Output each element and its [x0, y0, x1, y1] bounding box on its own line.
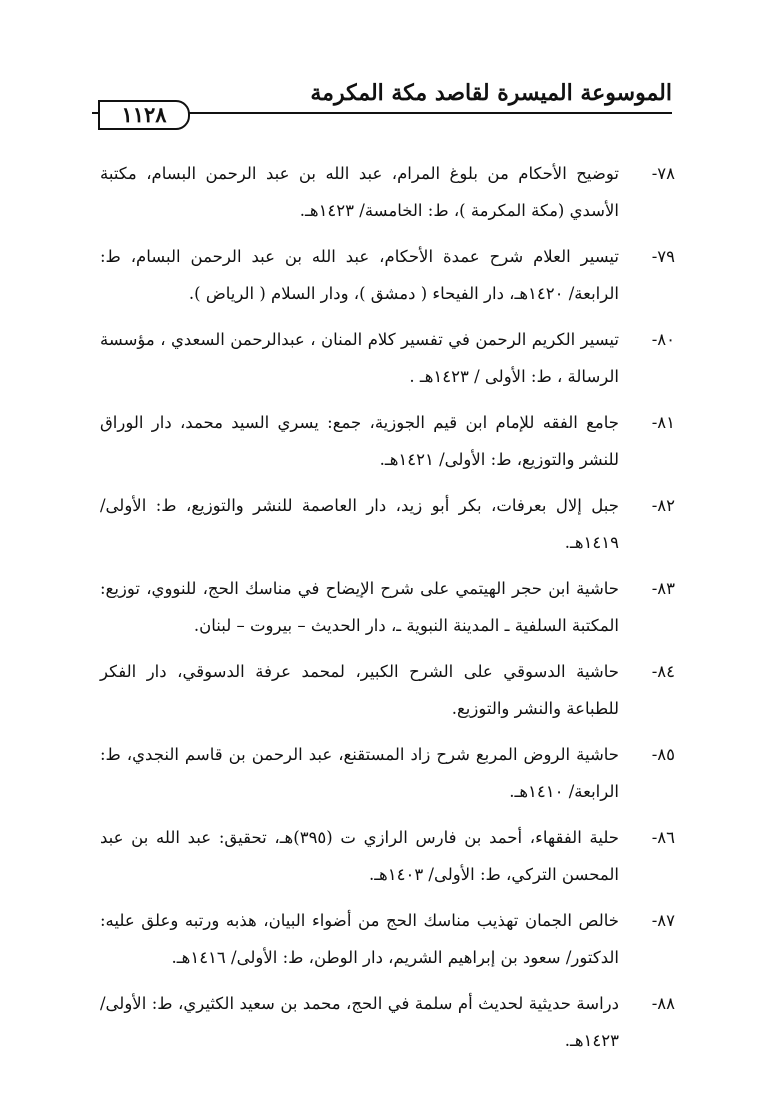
entry-number: ٧٩- [651, 247, 675, 266]
page-header [92, 78, 672, 128]
entry-text: حاشية ابن حجر الهيتمي على شرح الإيضاح في مناسك الحج، للنووي، توزيع: المكتبة السلفية ـ المدينة النبوية ـ، دار الحديث – بيروت – لبنان. [100, 579, 619, 635]
bibliography-entry-80 [100, 321, 675, 395]
entry-number: ٨٦- [651, 828, 675, 847]
entry-number: ٨٢- [651, 496, 675, 515]
entry-text: دراسة حديثية لحديث أم سلمة في الحج، محمد بن سعيد الكثيري، ط: الأولى/ ١٤٢٣هـ. [100, 994, 619, 1050]
bibliography-entry-79 [100, 238, 675, 312]
bibliography-entry-83 [100, 570, 675, 644]
entry-text: جامع الفقه للإمام ابن قيم الجوزية، جمع: يسري السيد محمد، دار الوراق للنشر والتوزيع، ط: الأولى/ ١٤٢١هـ. [100, 413, 619, 469]
entry-number: ٨٥- [651, 745, 675, 764]
entry-text: حاشية الروض المربع شرح زاد المستقنع، عبد الرحمن بن قاسم النجدي، ط: الرابعة/ ١٤١٠هـ. [100, 745, 619, 801]
entry-number: ٨٣- [651, 579, 675, 598]
entry-number: ٨٨- [651, 994, 675, 1013]
entry-number: ٨٤- [651, 662, 675, 681]
entry-text: تيسير العلام شرح عمدة الأحكام، عبد الله بن عبد الرحمن البسام، ط: الرابعة/ ١٤٢٠هـ، دار الفيحاء ( دمشق )، ودار السلام ( الرياض ). [100, 247, 619, 303]
entry-number: ٨٠- [651, 330, 675, 349]
bibliography-list [100, 155, 675, 1068]
bibliography-entry-81 [100, 404, 675, 478]
entry-text: حاشية الدسوقي على الشرح الكبير، لمحمد عرفة الدسوقي، دار الفكر للطباعة والنشر والتوزيع. [100, 662, 619, 718]
running-title: الموسوعة الميسرة لقاصد مكة المكرمة [310, 80, 672, 106]
bibliography-entry-84 [100, 653, 675, 727]
bibliography-entry-82 [100, 487, 675, 561]
page-number: ١١٢٨ [98, 100, 190, 130]
entry-number: ٨١- [651, 413, 675, 432]
entry-number: ٧٨- [651, 164, 675, 183]
bibliography-entry-85 [100, 736, 675, 810]
entry-text: جبل إلال بعرفات، بكر أبو زيد، دار العاصمة للنشر والتوزيع، ط: الأولى/ ١٤١٩هـ. [100, 496, 619, 552]
bibliography-entry-78 [100, 155, 675, 229]
entry-number: ٨٧- [651, 911, 675, 930]
bibliography-entry-87 [100, 902, 675, 976]
entry-text: توضيح الأحكام من بلوغ المرام، عبد الله بن عبد الرحمن البسام، مكتبة الأسدي (مكة المكرمة )، ط: الخامسة/ ١٤٢٣هـ. [100, 164, 619, 220]
bibliography-entry-86 [100, 819, 675, 893]
entry-text: تيسير الكريم الرحمن في تفسير كلام المنان ، عبدالرحمن السعدي ، مؤسسة الرسالة ، ط: الأولى / ١٤٢٣هـ . [100, 330, 619, 386]
entry-text: حلية الفقهاء، أحمد بن فارس الرازي ت (٣٩٥)هـ، تحقيق: عبد الله بن عبد المحسن التركي، ط: الأولى/ ١٤٠٣هـ. [100, 828, 619, 884]
bibliography-entry-88 [100, 985, 675, 1059]
entry-text: خالص الجمان تهذيب مناسك الحج من أضواء البيان، هذبه ورتبه وعلق عليه: الدكتور/ سعود بن إبراهيم الشريم، دار الوطن، ط: الأولى/ ١٤١٦هـ. [100, 911, 619, 967]
